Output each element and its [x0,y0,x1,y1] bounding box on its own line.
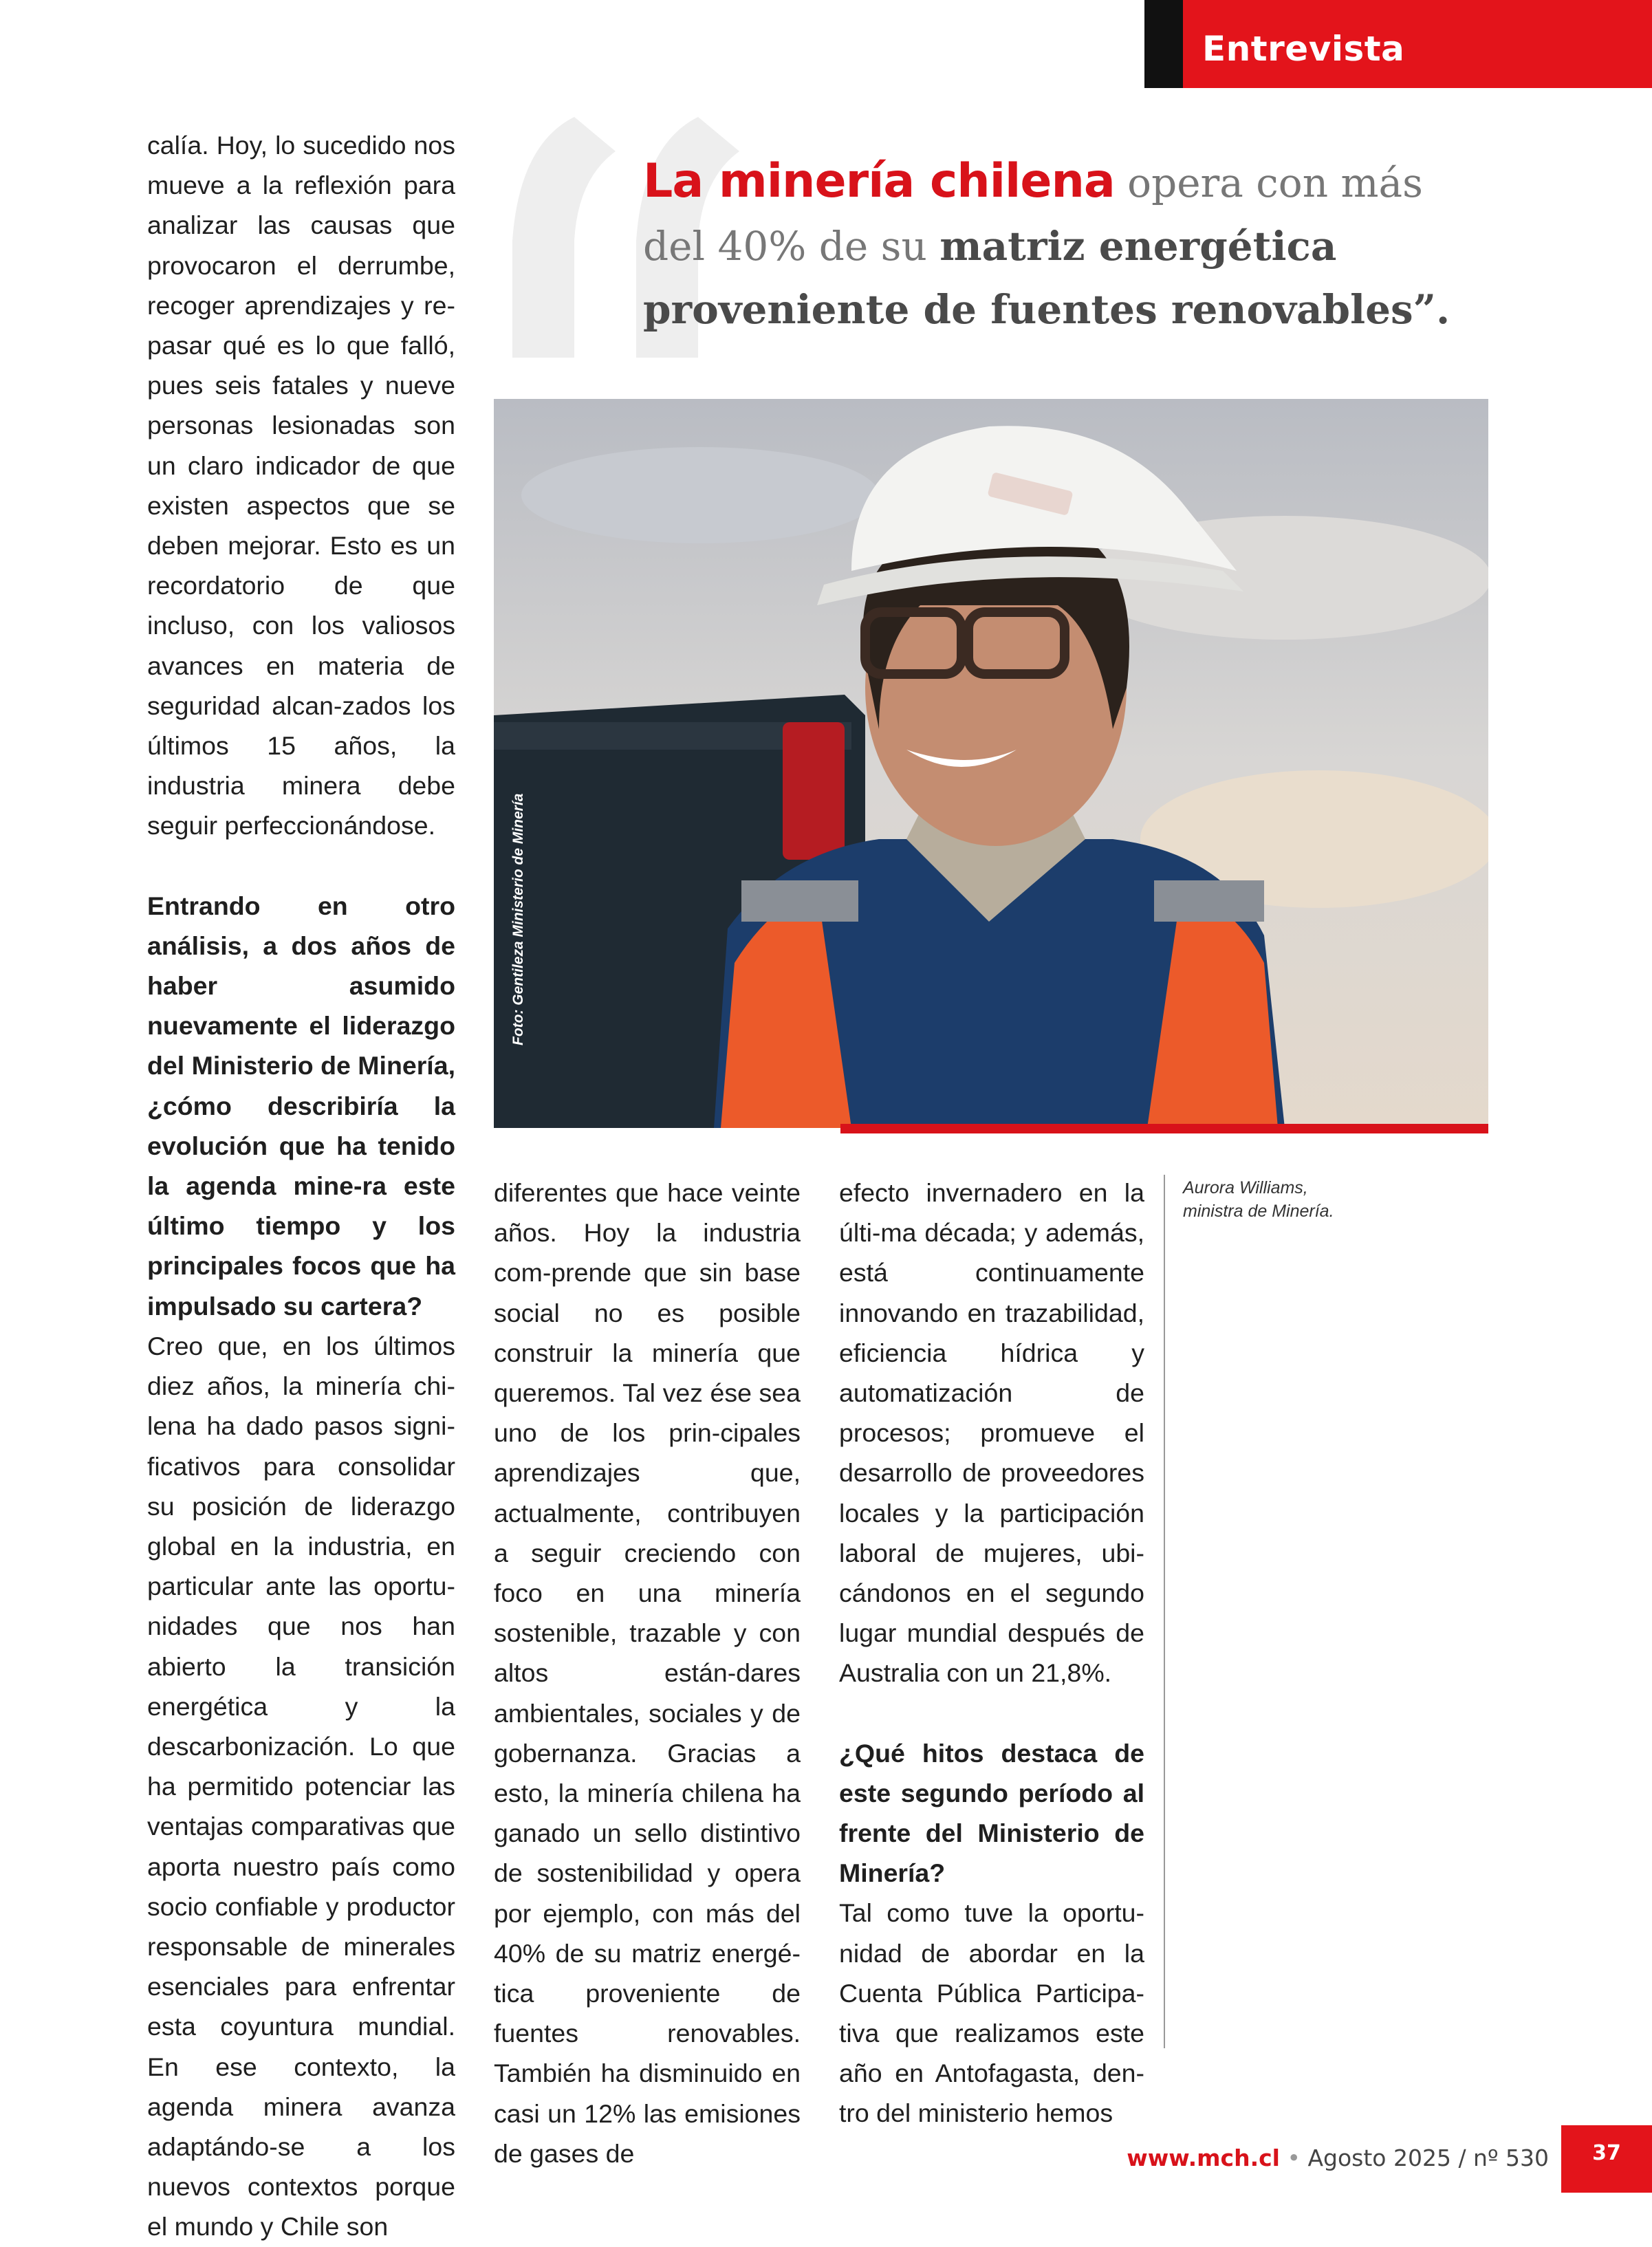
interview-question: Entrando en otro análisis, a dos años de haber asumido nuevamente el liderazgo del Ministerio de Minería, ¿cómo describiría la evolución que ha tenido la agenda mine-ra este último tiempo y los principales focos que ha impulsado su cartera? [147,891,456,1321]
footer-issue: Agosto 2025 / nº 530 [1307,2145,1549,2171]
footer-separator: • [1287,2145,1301,2171]
article-column-2 [494,1173,801,2173]
section-header-accent [1144,0,1183,88]
article-column-3 [839,1173,1144,2134]
pull-quote-highlight: La minería chilena [643,154,1115,208]
portrait-photo [494,399,1488,1128]
interview-question: ¿Qué hitos destaca de este segundo período al frente del Ministerio de Minería? [839,1738,1144,1888]
page-number: 37 [1561,2125,1652,2193]
photo-credit: Foto: Gentileza Ministerio de Minería [510,793,526,1045]
photo-caption [1183,1176,1389,1223]
caption-title: ministra de Minería. [1183,1202,1334,1221]
body-paragraph: diferentes que hace veinte años. Hoy la industria com-prende que sin base social no es posible construir la minería que queremos. Tal vez ése sea uno de los prin-cipales aprendizajes que, actualmente, contribuyen a seguir creciendo con foco en una minería sostenible, trazable y con altos están-dares ambientales, sociales y de gobernanza. Gracias a esto, la minería chilena ha ganado un sello distintivo de sostenibilidad y opera por ejemplo, con más del 40% de su matriz energé-tica proveniente de fuentes renovables. También ha disminuido en casi un 12% las emisiones de gases de [494,1178,801,2168]
body-paragraph: efecto invernadero en la últi-ma década; y además, está continuamente innovando en trazabilidad, eficiencia hídrica y automatización de procesos; promueve el desarrollo de proveedores locales y la participación laboral de mujeres, ubi-cándonos en el segundo lugar mundial después de Australia con un 21,8%. [839,1178,1144,1688]
column-divider [1164,1175,1165,2048]
photo-accent-rule [840,1124,1488,1133]
caption-name: Aurora Williams, [1183,1178,1308,1197]
body-paragraph: Creo que, en los últimos diez años, la minería chi-lena ha dado pasos signi-ficativos para consolidar su posición de liderazgo global en la industria, en particular ante las oportu-nidades que nos han abierto la transición energética y la descarbonización. Lo que ha permitido potenciar las ventajas comparativas que aporta nuestro país como socio confiable y productor responsable de minerales esenciales para enfrentar esta coyuntura mundial. En ese contexto, la agenda minera avanza adaptándo-se a los nuevos contextos porque el mundo y Chile son [147,1331,455,2241]
body-paragraph: calía. Hoy, lo sucedido nos mueve a la reflexión para analizar las causas que provocaron el derrumbe, recoger aprendizajes y re-pasar qué es lo que falló, pues seis fatales y nueve personas lesionadas son un claro indicador de que existen aspectos que se deben mejorar. Esto es un recordatorio de que incluso, con los valiosos avances en materia de seguridad alcan-zados los últimos 15 años, la industria minera debe seguir perfeccionándose. [147,131,455,840]
pull-quote [643,150,1468,341]
section-label: Entrevista [1202,29,1405,69]
pull-quote-text: opera con más del 40% de su [643,160,1423,270]
article-column-1 [147,125,455,2247]
pull-quote-end: ”. [1413,286,1450,333]
section-header [1144,0,1652,88]
body-paragraph: Tal como tuve la oportu-nidad de abordar en la Cuenta Pública Participa-tiva que realizamos este año en Antofagasta, den-tro del ministerio hemos [839,1898,1144,2128]
footer-site-link[interactable]: www.mch.cl [1127,2145,1280,2171]
page-footer [1032,2145,1549,2171]
pull-quote-bold: matriz energética proveniente de fuentes renovables [643,223,1413,333]
